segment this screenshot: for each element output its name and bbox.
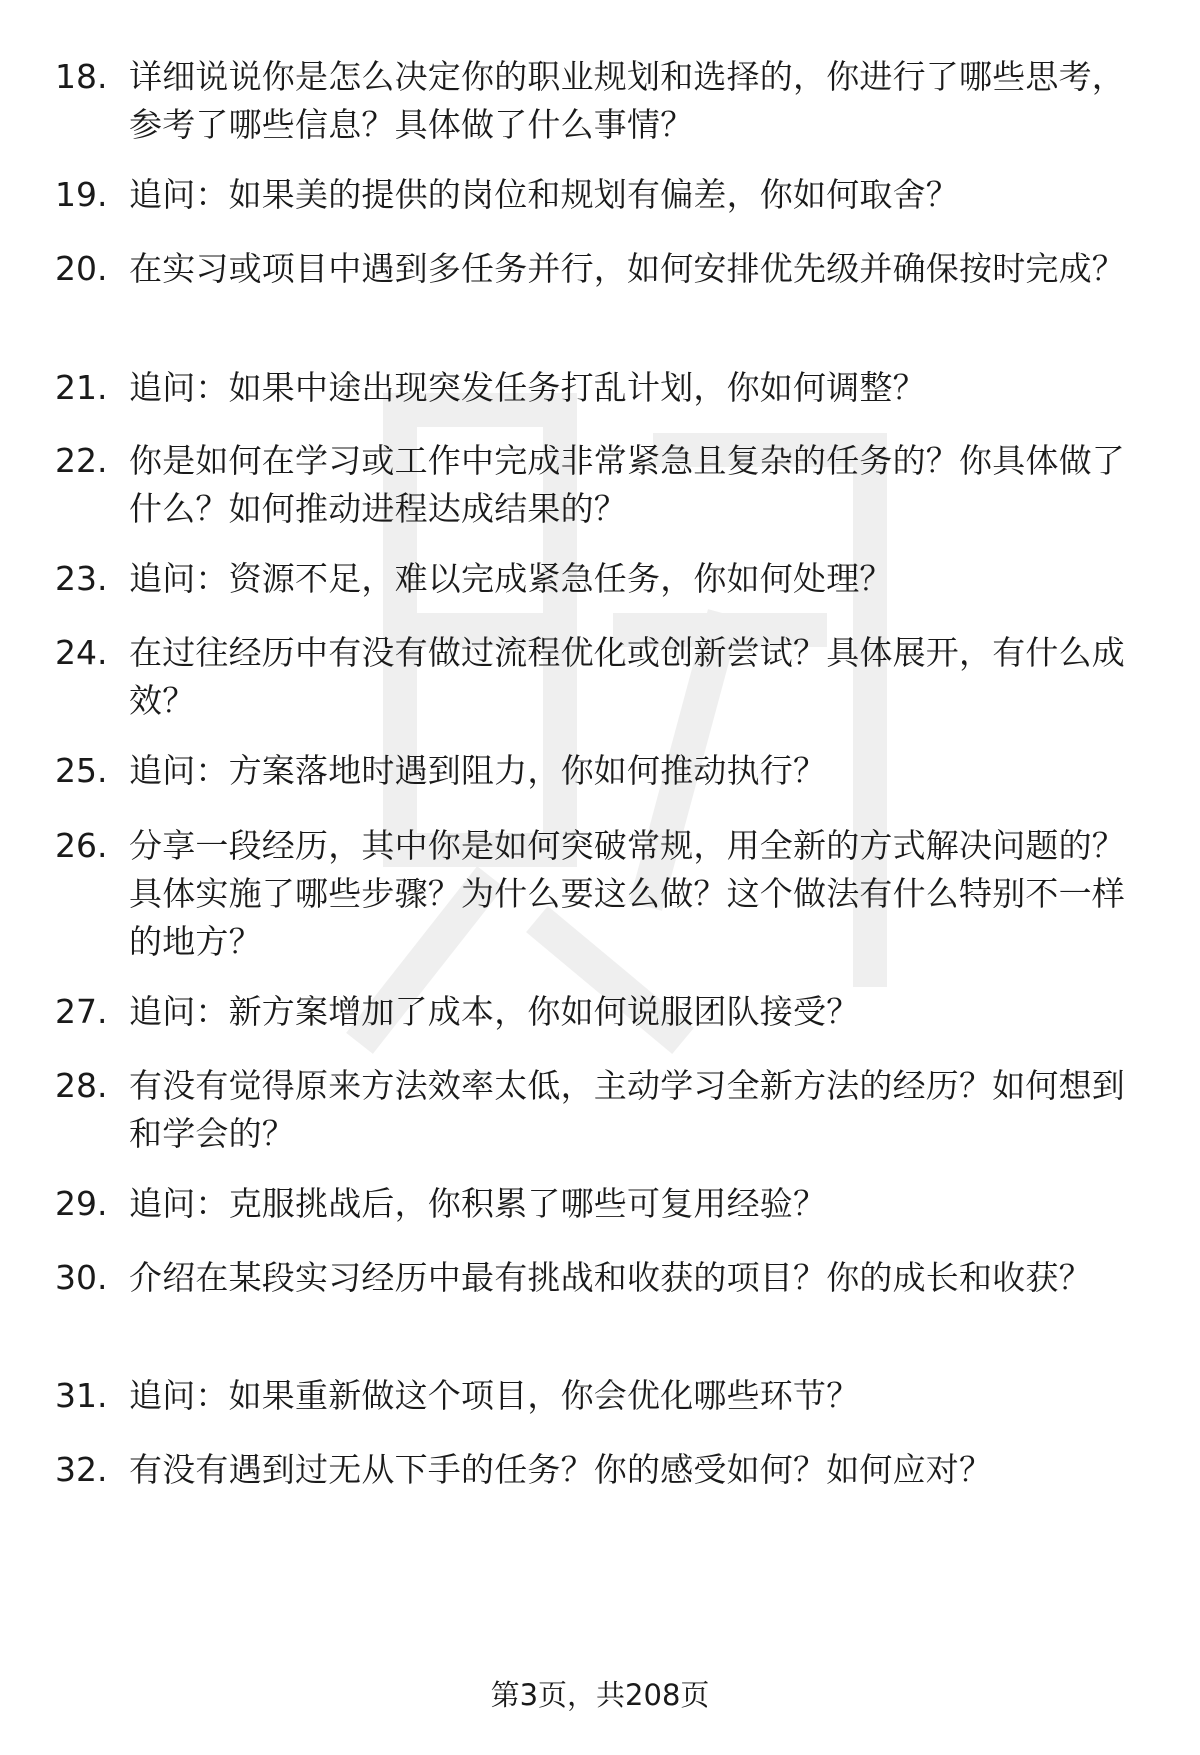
list-item xyxy=(55,1372,1145,1420)
list-item xyxy=(55,822,1145,966)
question-number: 18. xyxy=(55,57,108,96)
question-number: 27. xyxy=(55,992,108,1031)
question-text: 在过往经历中有没有做过流程优化或创新尝试？具体展开，有什么成效？ xyxy=(129,633,1125,720)
list-item xyxy=(55,437,1145,533)
question-number: 28. xyxy=(55,1066,108,1105)
question-text: 有没有觉得原来方法效率太低，主动学习全新方法的经历？如何想到和学会的？ xyxy=(129,1066,1125,1153)
question-text: 分享一段经历，其中你是如何突破常规，用全新的方式解决问题的？具体实施了哪些步骤？为什么要这么做？这个做法有什么特别不一样的地方？ xyxy=(129,826,1125,961)
question-number: 20. xyxy=(55,249,108,288)
question-number: 23. xyxy=(55,559,108,598)
question-number: 24. xyxy=(55,633,108,672)
question-text: 追问：克服挑战后，你积累了哪些可复用经验？ xyxy=(129,1184,827,1223)
list-item xyxy=(55,555,1145,603)
question-text: 在实习或项目中遇到多任务并行，如何安排优先级并确保按时完成？ xyxy=(129,249,1125,288)
list-item xyxy=(55,629,1145,725)
list-item xyxy=(55,364,1145,412)
question-text: 追问：资源不足，难以完成紧急任务，你如何处理？ xyxy=(129,559,893,598)
list-item xyxy=(55,53,1145,149)
list-item xyxy=(55,171,1145,219)
question-number: 32. xyxy=(55,1450,108,1489)
question-number: 29. xyxy=(55,1184,108,1223)
question-text: 追问：如果美的提供的岗位和规划有偏差，你如何取舍？ xyxy=(129,175,959,214)
question-number: 30. xyxy=(55,1258,108,1297)
question-text: 有没有遇到过无从下手的任务？你的感受如何？如何应对？ xyxy=(129,1450,993,1489)
list-item xyxy=(55,245,1145,293)
page-footer: 第3页，共208页 xyxy=(490,1678,710,1712)
question-text: 追问：方案落地时遇到阻力，你如何推动执行？ xyxy=(129,751,827,790)
list-item xyxy=(55,988,1145,1036)
list-item xyxy=(55,1180,1145,1228)
question-number: 26. xyxy=(55,826,108,865)
question-text: 追问：如果中途出现突发任务打乱计划，你如何调整？ xyxy=(129,368,926,407)
question-number: 22. xyxy=(55,441,108,480)
list-item xyxy=(55,747,1145,795)
question-number: 19. xyxy=(55,175,108,214)
question-number: 21. xyxy=(55,368,108,407)
list-item xyxy=(55,1062,1145,1158)
question-text: 详细说说你是怎么决定你的职业规划和选择的，你进行了哪些思考，参考了哪些信息？具体做了什么事情？ xyxy=(129,57,1125,144)
question-text: 追问：新方案增加了成本，你如何说服团队接受？ xyxy=(129,992,860,1031)
question-text: 介绍在某段实习经历中最有挑战和收获的项目？你的成长和收获？ xyxy=(129,1258,1092,1297)
question-text: 追问：如果重新做这个项目，你会优化哪些环节？ xyxy=(129,1376,860,1415)
question-text: 你是如何在学习或工作中完成非常紧急且复杂的任务的？你具体做了什么？如何推动进程达成结果的？ xyxy=(129,441,1125,528)
question-number: 25. xyxy=(55,751,108,790)
list-item xyxy=(55,1254,1145,1302)
list-item xyxy=(55,1446,1145,1494)
question-number: 31. xyxy=(55,1376,108,1415)
